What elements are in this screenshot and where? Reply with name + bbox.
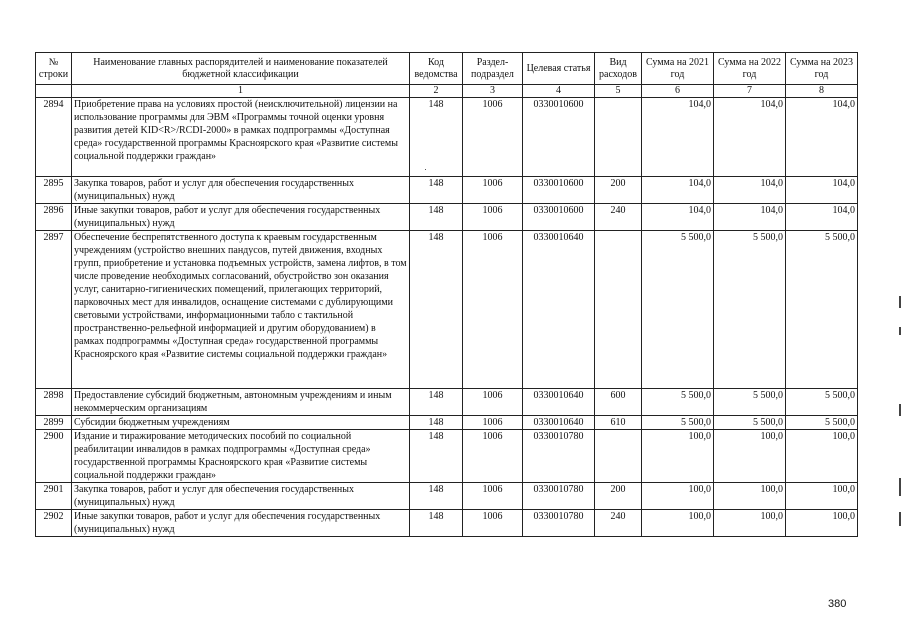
header-section: Раздел- подраздел [463,53,523,85]
row-name: Обеспечение беспрепятственного доступа к краевым государственным учреждениям (устройство внешних пандусов, путей движения, входных групп, приобретение и установка подъемных устройств, замена лифтов, в том числе проведение необходимых согласований, обустройство зон оказания услуг, санитарно-гигиенических помещений, прилегающих территорий, парковочных мест для инвалидов, оснащение системами с дублирующими световыми устройствами, информационными табло с тактильной пространственно-рельефной информацией и другим оборудованием) в рамках подпрограммы «Доступная среда» государственной программы Красноярского края «Развитие системы социальной поддержки граждан» [72,231,410,389]
department-code: 148 [410,231,463,389]
row-name: Субсидии бюджетным учреждениям [72,416,410,430]
table-row [36,483,858,510]
section-code: 1006 [463,98,523,177]
row-number: 2896 [36,204,72,231]
section-code: 1006 [463,483,523,510]
department-code: 148 [410,510,463,537]
sum-2021: 100,0 [642,510,714,537]
sum-2022: 100,0 [714,430,786,483]
header-expense-type: Вид расходов [595,53,642,85]
header-target-item: Целевая статья [523,53,595,85]
row-name: Закупка товаров, работ и услуг для обеспечения государственных (муниципальных) нужд [72,483,410,510]
expense-type: 240 [595,510,642,537]
expense-type [595,98,642,177]
sum-2023: 5 500,0 [786,389,858,416]
header-sum-2021: Сумма на 2021 год [642,53,714,85]
sum-2021: 100,0 [642,483,714,510]
target-item: 0330010780 [523,510,595,537]
column-number: 5 [595,85,642,98]
column-number: 8 [786,85,858,98]
sum-2023: 100,0 [786,483,858,510]
department-code: 148 [410,98,463,177]
section-code: 1006 [463,231,523,389]
header-row-number: № строки [36,53,72,85]
sum-2022: 5 500,0 [714,416,786,430]
row-name: Предоставление субсидий бюджетным, автономным учреждениям и иным некоммерческим организациям [72,389,410,416]
scan-edge-mark [899,478,901,496]
scan-edge-mark [899,327,901,335]
target-item: 0330010640 [523,231,595,389]
sum-2023: 100,0 [786,510,858,537]
expense-type [595,430,642,483]
sum-2023: 104,0 [786,177,858,204]
row-name: Издание и тиражирование методических пособий по социальной реабилитации инвалидов в рамках подпрограммы «Доступная среда» государственной программы Красноярского края «Развитие системы социальной поддержки граждан» [72,430,410,483]
table-row [36,389,858,416]
expense-type: 200 [595,177,642,204]
sum-2021: 5 500,0 [642,389,714,416]
sum-2021: 5 500,0 [642,231,714,389]
department-code: 148 [410,430,463,483]
header-name: Наименование главных распорядителей и наименование показателей бюджетной классификации [72,53,410,85]
page-number: 380 [828,598,847,610]
department-code: 148 [410,204,463,231]
expense-type: 610 [595,416,642,430]
header-sum-2023: Сумма на 2023 год [786,53,858,85]
scan-dot [425,169,426,170]
row-number: 2895 [36,177,72,204]
row-number: 2900 [36,430,72,483]
section-code: 1006 [463,204,523,231]
row-number: 2902 [36,510,72,537]
row-name: Закупка товаров, работ и услуг для обеспечения государственных (муниципальных) нужд [72,177,410,204]
sum-2022: 104,0 [714,204,786,231]
section-code: 1006 [463,389,523,416]
row-number: 2894 [36,98,72,177]
expense-type: 200 [595,483,642,510]
sum-2021: 104,0 [642,204,714,231]
expense-type: 600 [595,389,642,416]
sum-2023: 104,0 [786,204,858,231]
sum-2022: 5 500,0 [714,231,786,389]
department-code: 148 [410,177,463,204]
sum-2023: 100,0 [786,430,858,483]
column-number: 4 [523,85,595,98]
expense-type [595,231,642,389]
table-row [36,231,858,389]
section-code: 1006 [463,510,523,537]
sum-2022: 104,0 [714,177,786,204]
column-number: 3 [463,85,523,98]
column-number-row [36,85,858,98]
sum-2023: 5 500,0 [786,416,858,430]
sum-2021: 104,0 [642,177,714,204]
row-number: 2898 [36,389,72,416]
table-row [36,416,858,430]
table-row [36,510,858,537]
section-code: 1006 [463,177,523,204]
target-item: 0330010640 [523,416,595,430]
table-row [36,430,858,483]
column-number: 1 [72,85,410,98]
target-item: 0330010600 [523,177,595,204]
row-number: 2901 [36,483,72,510]
row-number: 2897 [36,231,72,389]
table-header-row [36,53,858,85]
column-number: 6 [642,85,714,98]
sum-2022: 5 500,0 [714,389,786,416]
department-code: 148 [410,389,463,416]
column-number: 7 [714,85,786,98]
department-code: 148 [410,483,463,510]
sum-2023: 104,0 [786,98,858,177]
scan-edge-mark [899,512,901,526]
table-row [36,177,858,204]
scan-edge-mark [899,296,901,308]
target-item: 0330010600 [523,204,595,231]
department-code: 148 [410,416,463,430]
sum-2021: 104,0 [642,98,714,177]
column-number: 2 [410,85,463,98]
target-item: 0330010780 [523,483,595,510]
sum-2023: 5 500,0 [786,231,858,389]
sum-2021: 5 500,0 [642,416,714,430]
sum-2021: 100,0 [642,430,714,483]
target-item: 0330010780 [523,430,595,483]
section-code: 1006 [463,430,523,483]
section-code: 1006 [463,416,523,430]
row-name: Иные закупки товаров, работ и услуг для обеспечения государственных (муниципальных) нужд [72,510,410,537]
target-item: 0330010600 [523,98,595,177]
scan-edge-mark [899,404,901,416]
sum-2022: 100,0 [714,483,786,510]
sum-2022: 100,0 [714,510,786,537]
row-number: 2899 [36,416,72,430]
row-name: Приобретение права на условиях простой (неисключительной) лицензии на использование программы для ЭВМ «Программы точной оценки уровня развития детей KID<R>/RCDI-2000» в рамках подпрограммы «Доступная среда» государственной программы Красноярского края «Развитие системы социальной поддержки граждан» [72,98,410,177]
table-row [36,98,858,177]
sum-2022: 104,0 [714,98,786,177]
header-department-code: Код ведомства [410,53,463,85]
table-row [36,204,858,231]
target-item: 0330010640 [523,389,595,416]
header-sum-2022: Сумма на 2022 год [714,53,786,85]
expense-type: 240 [595,204,642,231]
row-name: Иные закупки товаров, работ и услуг для обеспечения государственных (муниципальных) нужд [72,204,410,231]
budget-table [35,52,858,537]
column-number [36,85,72,98]
